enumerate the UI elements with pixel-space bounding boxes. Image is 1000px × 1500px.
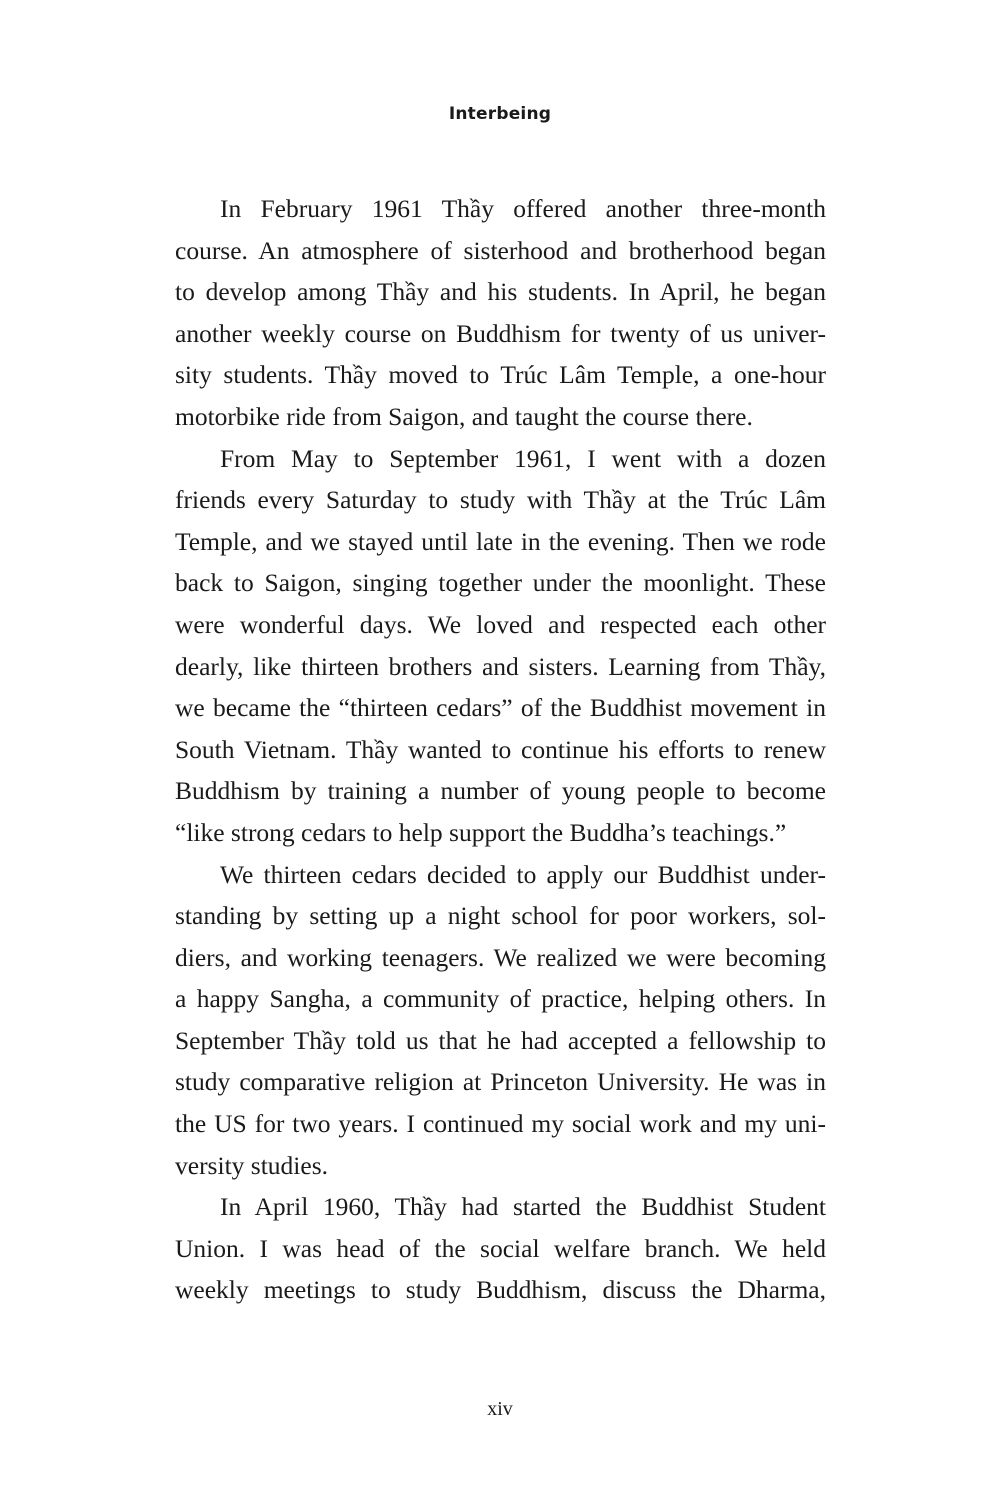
text-line: were wonderful days. We loved and respected each other (175, 609, 826, 639)
text-line: study comparative religion at Princeton University. He was in (175, 1067, 826, 1097)
paragraph-2 (175, 438, 826, 854)
text-line: versity studies. (175, 1150, 328, 1180)
body-text (175, 188, 826, 1311)
text-line: South Vietnam. Thầy wanted to continue his efforts to renew (175, 734, 826, 764)
text-line: September Thầy told us that he had accepted a fellowship to (175, 1025, 826, 1055)
text-line: Temple, and we stayed until late in the evening. Then we rode (175, 526, 826, 556)
text-line: In April 1960, Thầy had started the Buddhist Student (220, 1192, 826, 1222)
text-line: dearly, like thirteen brothers and sisters. Learning from Thầy, (175, 651, 826, 681)
text-line: Union. I was head of the social welfare branch. We held (175, 1233, 826, 1263)
text-line: In February 1961 Thầy offered another three-month (220, 194, 826, 223)
text-line: we became the “thirteen cedars” of the Buddhist movement in (175, 693, 826, 723)
text-line: weekly meetings to study Buddhism, discuss the Dharma, (175, 1275, 826, 1305)
text-line: sity students. Thầy moved to Trúc Lâm Temple, a one-hour (175, 360, 826, 390)
running-head: Interbeing (448, 104, 552, 124)
paragraph-4 (175, 1186, 826, 1311)
text-line: to develop among Thầy and his students. In April, he began (175, 277, 826, 307)
paragraph-1 (175, 188, 826, 438)
text-line: “like strong cedars to help support the Buddha’s teachings.” (175, 817, 787, 847)
text-line: diers, and working teenagers. We realized we were becoming (175, 942, 826, 972)
text-line: another weekly course on Buddhism for twenty of us univer- (175, 318, 826, 348)
text-line: standing by setting up a night school for poor workers, sol- (175, 901, 826, 931)
text-line: course. An atmosphere of sisterhood and brotherhood began (175, 235, 826, 265)
text-line: We thirteen cedars decided to apply our Buddhist under- (220, 859, 826, 889)
text-line: the US for two years. I continued my social work and my uni- (175, 1109, 826, 1139)
text-line: back to Saigon, singing together under the moonlight. These (175, 568, 826, 598)
text-line: motorbike ride from Saigon, and taught the course there. (175, 401, 753, 431)
paragraph-3 (175, 854, 826, 1187)
text-line: From May to September 1961, I went with a dozen (220, 443, 826, 473)
text-line: friends every Saturday to study with Thầy at the Trúc Lâm (175, 485, 826, 515)
text-line: a happy Sangha, a community of practice, helping others. In (175, 984, 826, 1014)
text-line: Buddhism by training a number of young people to become (175, 776, 826, 806)
page-number: xiv (487, 1398, 513, 1420)
